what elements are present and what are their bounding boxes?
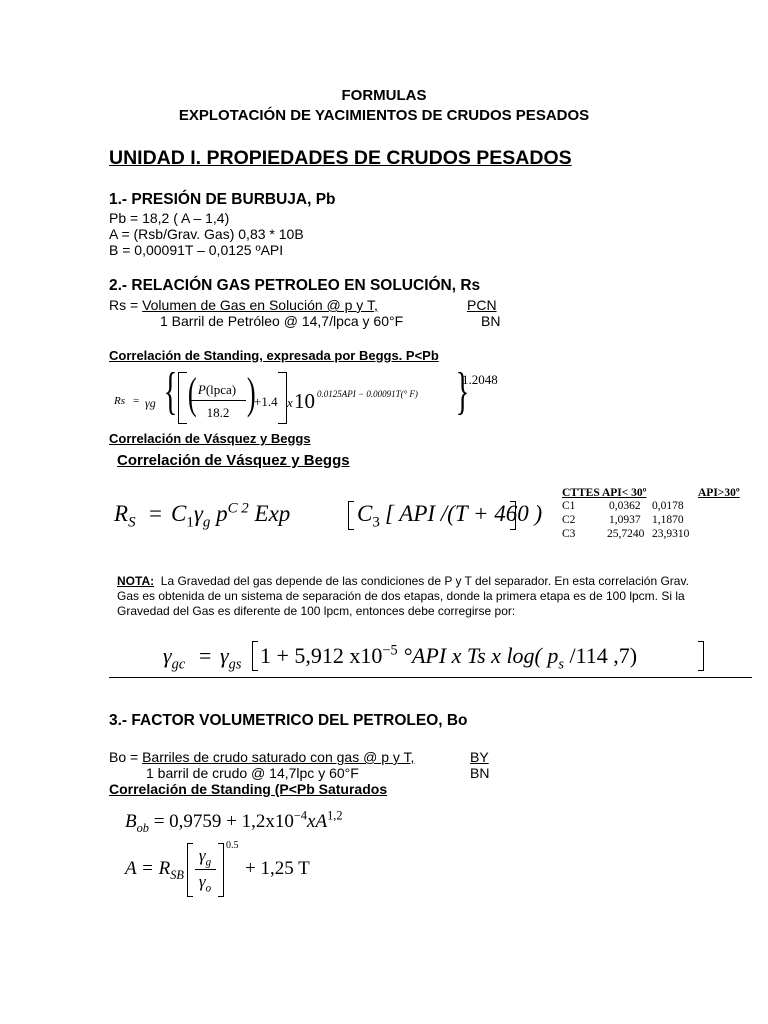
- rs-lhs-letter: R: [114, 501, 129, 526]
- plus-one-four: +1.4: [254, 394, 278, 409]
- constants-row-low: 0,0362: [609, 500, 641, 512]
- constants-row-low: 25,7240: [607, 528, 645, 540]
- gamma-g-sub: g: [205, 856, 212, 869]
- gc-right-bracket: [698, 641, 704, 671]
- bob-formula: [125, 810, 343, 834]
- gamma-gs: [220, 643, 242, 673]
- bo-numerator-text: Barriles de crudo saturado con gas @ p y T,: [142, 749, 415, 765]
- a-denominator: [194, 872, 216, 895]
- bob-power2: 1,2: [327, 808, 343, 823]
- gamma-gc-letter: γ: [163, 643, 172, 668]
- gc-ps-sub: s: [558, 656, 564, 673]
- unit-title: UNIDAD I. PROPIEDADES DE CRUDOS PESADOS: [109, 147, 572, 169]
- bo-definition-denominator: 1 barril de crudo @ 14,7lpc y 60°F: [146, 765, 359, 781]
- outer-left-brace: {: [163, 363, 178, 420]
- times-x: x: [287, 395, 293, 410]
- right-paren-large: ): [246, 369, 256, 418]
- a-lhs-text: A = R: [125, 858, 171, 879]
- vb-equals: =: [149, 501, 162, 526]
- rs-numerator-text: Volumen de Gas en Solución @ p y T,: [142, 297, 378, 313]
- vb-c3: [357, 500, 380, 531]
- standing-beggs-heading: Correlación de Standing, expresada por Beggs. P<Pb: [109, 348, 439, 363]
- gc-left-bracket: [252, 641, 258, 671]
- a-right-bracket: [218, 843, 224, 897]
- c1-letter: C: [171, 501, 187, 526]
- rs-denominator-unit: BN: [481, 313, 501, 329]
- rs-lhs-sub: S: [128, 514, 136, 531]
- gamma-gc-sub: gc: [171, 656, 186, 673]
- gc-body: [260, 642, 638, 673]
- a-left-bracket: [187, 843, 193, 897]
- document-title: FORMULAS: [341, 87, 427, 104]
- left-square-bracket-outer: [178, 372, 187, 424]
- constants-row-low: 1,0937: [609, 514, 641, 526]
- constants-row-high: 23,9310: [652, 528, 690, 540]
- gamma-gs-sub: gs: [228, 656, 242, 673]
- bob-letter: B: [125, 811, 137, 832]
- constants-row-high: 0,0178: [652, 500, 684, 512]
- a-formula-line: A = (Rsb/Grav. Gas) 0,83 * 10B: [109, 226, 304, 242]
- a-lhs: [125, 857, 184, 881]
- constants-row-name: C3: [562, 528, 576, 540]
- constants-header-right: API>30º: [698, 487, 740, 499]
- bo-prefix: Bo =: [109, 749, 143, 765]
- section2-heading: 2.- RELACIÓN GAS PETROLEO EN SOLUCIÓN, Rs: [109, 277, 481, 294]
- gamma-gc: [163, 643, 186, 673]
- a-lhs-sub: SB: [170, 867, 184, 882]
- rs-definition-denominator: 1 Barril de Petróleo @ 14,7/lpca y 60°F: [160, 313, 404, 329]
- bob-body: = 0,9759 + 1,2x10: [148, 811, 294, 832]
- gc-equals: =: [199, 643, 212, 668]
- constants-row-high: 1,1870: [652, 514, 684, 526]
- gc-rest: °API x Ts x log( p: [403, 643, 559, 668]
- gamma-g: γ: [198, 846, 206, 865]
- gc-tail: /114 ,7): [563, 643, 638, 668]
- gamma-o-sub: o: [205, 882, 212, 895]
- bo-numerator-unit: BY: [470, 749, 489, 765]
- bob-sub: ob: [136, 820, 149, 835]
- rs-prefix: Rs =: [109, 297, 143, 313]
- bob-xa: xA: [307, 811, 328, 832]
- rs-lhs: [114, 500, 136, 531]
- vb-left-bracket: [348, 501, 354, 530]
- gamma-letter: γ: [193, 501, 203, 526]
- exp-word: Exp: [254, 501, 291, 526]
- vb-right-bracket: [510, 501, 516, 530]
- vb-inner: [ API /(T + 460 ): [385, 501, 543, 526]
- note-line-1: [117, 574, 689, 589]
- note-line-3: Gravedad del Gas es diferente de 100 lpcm, entonces debe corregirse por:: [117, 604, 516, 618]
- p-unit-visible: (lpca): [205, 382, 237, 397]
- rs-equals: =: [133, 395, 140, 407]
- section1-heading: 1.- PRESIÓN DE BURBUJA, Pb: [109, 191, 336, 208]
- rs-symbol: Rs: [114, 395, 125, 407]
- gc-power: −5: [382, 642, 398, 659]
- a-exponent: 0.5: [226, 840, 239, 851]
- bubble-pressure-formula: Pb = 18,2 ( A – 1,4): [109, 210, 230, 226]
- gc-body-text: 1 + 5,912 x10: [260, 643, 383, 668]
- standing-numerator: [187, 382, 247, 397]
- bo-denominator-unit: BN: [470, 765, 490, 781]
- note-line-2: Gas es obtenida de un sistema de separación de dos etapas, donde la primera etapa es de 100 lpcm. Si la: [117, 589, 685, 603]
- vasquez-beggs-heading-1: Correlación de Vásquez y Beggs: [109, 431, 311, 446]
- left-paren-large: (: [187, 369, 197, 418]
- fraction-bar: [190, 400, 246, 401]
- constants-row-name: C2: [562, 514, 576, 526]
- ten-exponent: 0.0125API − 0.00091T(° F): [317, 389, 418, 399]
- section3-heading: 3.- FACTOR VOLUMETRICO DEL PETROLEO, Bo: [109, 712, 468, 729]
- a-fraction-bar: [195, 869, 216, 870]
- standing-bo-heading: Correlación de Standing (P<Pb Saturados: [109, 781, 388, 797]
- c1-sub: 1: [186, 514, 194, 531]
- standing-denominator: 18.2: [206, 405, 230, 420]
- bob-power: −4: [293, 808, 308, 823]
- section-divider: [109, 677, 752, 678]
- constants-header-left: CTTES API< 30º: [562, 487, 647, 499]
- ten-base: 10: [294, 389, 315, 413]
- note-text-1: La Gravedad del gas depende de las condiciones de P y T del separador. En esta correlación Grav.: [160, 574, 689, 588]
- p-letter: p: [216, 501, 228, 526]
- vasquez-beggs-heading-2: Correlación de Vásquez y Beggs: [117, 452, 350, 469]
- rs-numerator-unit: PCN: [467, 297, 497, 313]
- rs-definition-numerator: [109, 297, 414, 313]
- c3-sub: 3: [372, 514, 380, 531]
- document-subtitle: EXPLOTACIÓN DE YACIMIENTOS DE CRUDOS PESADOS: [178, 107, 590, 124]
- outer-right-brace: }: [455, 363, 470, 420]
- p-variable: P: [197, 382, 206, 397]
- note-label: NOTA:: [117, 574, 155, 588]
- vb-c1-gamma-p: [171, 500, 291, 531]
- bo-definition-numerator: [109, 749, 414, 765]
- outer-exponent: 1.2048: [462, 372, 498, 387]
- b-formula-line: B = 0,00091T – 0,0125 ºAPI: [109, 242, 284, 258]
- p-sup: C 2: [227, 500, 249, 517]
- a-tail: [245, 857, 310, 881]
- constants-row-name: C1: [562, 500, 576, 512]
- gamma-g-symbol: γg: [145, 396, 156, 410]
- gamma-o: γ: [198, 872, 206, 891]
- gamma-gs-letter: γ: [220, 643, 229, 668]
- a-tail-text: + 1,25 T: [245, 858, 310, 879]
- gamma-sub: g: [202, 514, 211, 531]
- a-numerator: [194, 846, 216, 869]
- right-square-bracket-outer: [278, 372, 287, 424]
- c3-letter: C: [357, 501, 373, 526]
